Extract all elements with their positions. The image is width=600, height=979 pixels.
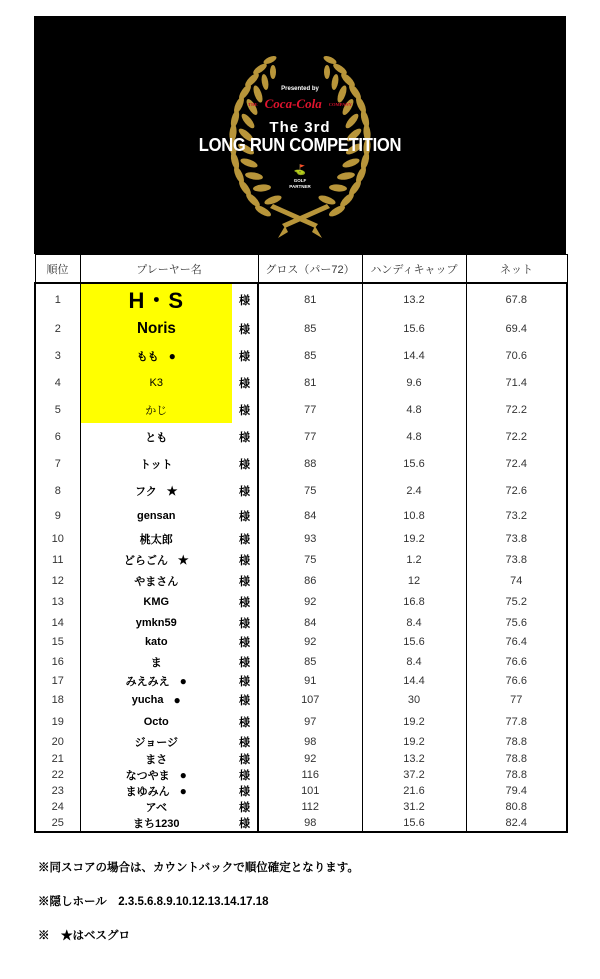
note-best-gross: ※ ★はベスグロ [38, 930, 130, 942]
player-name: どらごん [123, 554, 168, 567]
dot-icon: ● [168, 348, 176, 363]
header-player: プレーヤー名 [80, 255, 258, 284]
rank-cell: 3 [35, 342, 80, 369]
handicap-cell: 12 [362, 570, 466, 591]
net-cell: 78.8 [466, 733, 567, 751]
table-row [35, 733, 567, 751]
gross-cell: 77 [258, 396, 362, 423]
player-name: まち1230 [133, 818, 180, 830]
honorific-cell: 様 [232, 799, 258, 815]
player-name: みえみえ [125, 675, 170, 688]
net-cell: 77.8 [466, 710, 567, 733]
sponsor-logo [170, 95, 430, 113]
rank-cell: 22 [35, 767, 80, 783]
net-cell: 79.4 [466, 783, 567, 799]
net-cell: 70.6 [466, 342, 567, 369]
header-net: ネット [466, 255, 567, 284]
rank-cell: 21 [35, 751, 80, 767]
sponsor-prefix: THE [248, 101, 258, 107]
header-gross: グロス（パー72） [258, 255, 362, 284]
gross-cell: 81 [258, 283, 362, 315]
player-name: kato [144, 636, 168, 648]
player-name: 桃太郎 [139, 533, 173, 546]
player-name: まさ [145, 754, 168, 766]
table-row [35, 613, 567, 632]
rank-cell: 16 [35, 652, 80, 671]
handicap-cell: 15.6 [362, 632, 466, 652]
gross-cell: 92 [258, 632, 362, 652]
handicap-cell: 8.4 [362, 613, 466, 632]
rank-cell: 8 [35, 477, 80, 504]
player-name-cell [80, 528, 232, 549]
player-name-cell [80, 710, 232, 733]
gross-cell: 75 [258, 549, 362, 570]
honorific-cell: 様 [232, 767, 258, 783]
handicap-cell: 15.6 [362, 315, 466, 342]
net-cell: 67.8 [466, 283, 567, 315]
table-row [35, 591, 567, 613]
net-cell: 76.6 [466, 652, 567, 671]
honorific-cell: 様 [232, 815, 258, 832]
net-cell: 75.2 [466, 591, 567, 613]
player-name-cell [80, 549, 232, 570]
handicap-cell: 2.4 [362, 477, 466, 504]
handicap-cell: 15.6 [362, 815, 466, 832]
net-cell: 69.4 [466, 315, 567, 342]
player-name: かじ [145, 404, 168, 417]
handicap-cell: 21.6 [362, 783, 466, 799]
partner-line-1: GOLF [293, 178, 307, 183]
net-cell: 74 [466, 570, 567, 591]
table-row [35, 528, 567, 549]
handicap-cell: 37.2 [362, 767, 466, 783]
handicap-cell: 30 [362, 690, 466, 710]
footnotes [38, 860, 359, 962]
table-row [35, 283, 567, 315]
player-name-cell [80, 815, 232, 832]
gross-cell: 85 [258, 652, 362, 671]
net-cell: 72.6 [466, 477, 567, 504]
presented-by-text: Presented by [281, 86, 319, 92]
note-hidden-holes: ※隠しホール 2.3.5.6.8.9.10.12.13.14.17.18 [38, 896, 269, 908]
honorific-cell: 様 [232, 450, 258, 477]
rank-cell: 23 [35, 783, 80, 799]
rank-cell: 18 [35, 690, 80, 710]
player-name-cell [80, 632, 232, 652]
rank-cell: 14 [35, 613, 80, 632]
gross-cell: 107 [258, 690, 362, 710]
player-name: もも [136, 350, 159, 363]
honorific-cell: 様 [232, 342, 258, 369]
net-cell: 78.8 [466, 751, 567, 767]
gross-cell: 112 [258, 799, 362, 815]
rank-cell: 2 [35, 315, 80, 342]
rank-cell: 25 [35, 815, 80, 832]
net-cell: 72.4 [466, 450, 567, 477]
sponsor-suffix: COMPANY [328, 101, 352, 107]
honorific-cell: 様 [232, 504, 258, 528]
player-name-cell [80, 570, 232, 591]
table-row [35, 815, 567, 832]
table-row [35, 570, 567, 591]
rank-cell: 9 [35, 504, 80, 528]
player-name-cell [80, 799, 232, 815]
handicap-cell: 19.2 [362, 733, 466, 751]
player-name: gensan [136, 510, 176, 522]
player-name-cell [80, 504, 232, 528]
table-row [35, 450, 567, 477]
net-cell: 82.4 [466, 815, 567, 832]
player-name-cell [80, 591, 232, 613]
player-name-cell [80, 283, 232, 315]
gross-cell: 81 [258, 369, 362, 396]
honorific-cell: 様 [232, 315, 258, 342]
table-row [35, 767, 567, 783]
player-name: アベ [145, 802, 168, 814]
player-name-cell [80, 733, 232, 751]
player-name: KMG [143, 596, 170, 608]
dot-icon: ● [179, 784, 187, 798]
rank-cell: 11 [35, 549, 80, 570]
player-name: ま [150, 656, 162, 669]
honorific-cell: 様 [232, 591, 258, 613]
gross-cell: 77 [258, 423, 362, 450]
table-row [35, 652, 567, 671]
table-row [35, 477, 567, 504]
player-name-cell [80, 315, 232, 342]
partner-logo [170, 178, 430, 190]
player-name: K3 [149, 376, 163, 389]
player-name-cell [80, 477, 232, 504]
gross-cell: 92 [258, 751, 362, 767]
gross-cell: 97 [258, 710, 362, 733]
rank-cell: 10 [35, 528, 80, 549]
dot-icon: ● [179, 768, 187, 782]
gross-cell: 75 [258, 477, 362, 504]
gross-cell: 92 [258, 591, 362, 613]
star-icon: ★ [177, 552, 189, 567]
honorific-cell: 様 [232, 632, 258, 652]
note-countback: ※同スコアの場合は、カウントバックで順位確定となります。 [38, 862, 359, 874]
rank-cell: 19 [35, 710, 80, 733]
honorific-cell: 様 [232, 528, 258, 549]
table-row [35, 423, 567, 450]
event-logo [170, 16, 430, 254]
honorific-cell: 様 [232, 369, 258, 396]
player-name-cell [80, 423, 232, 450]
honorific-cell: 様 [232, 652, 258, 671]
handicap-cell: 1.2 [362, 549, 466, 570]
rank-cell: 17 [35, 671, 80, 690]
player-name-cell [80, 671, 232, 690]
honorific-cell: 様 [232, 283, 258, 315]
player-name: トット [139, 458, 173, 471]
table-row [35, 632, 567, 652]
header-rank: 順位 [35, 255, 80, 284]
handicap-cell: 16.8 [362, 591, 466, 613]
player-name: Noris [136, 319, 176, 337]
table-row [35, 342, 567, 369]
handicap-cell: 8.4 [362, 652, 466, 671]
player-name-cell [80, 783, 232, 799]
net-cell: 78.8 [466, 767, 567, 783]
results-table [34, 254, 568, 833]
player-name: Octo [143, 715, 169, 728]
player-name-cell [80, 652, 232, 671]
rank-cell: 5 [35, 396, 80, 423]
player-name-cell [80, 342, 232, 369]
honorific-cell: 様 [232, 783, 258, 799]
honorific-cell: 様 [232, 570, 258, 591]
handicap-cell: 15.6 [362, 450, 466, 477]
handicap-cell: 4.8 [362, 423, 466, 450]
honorific-cell: 様 [232, 423, 258, 450]
gross-cell: 98 [258, 815, 362, 832]
table-row [35, 783, 567, 799]
table-row [35, 690, 567, 710]
net-cell: 77 [466, 690, 567, 710]
player-name-cell [80, 690, 232, 710]
honorific-cell: 様 [232, 710, 258, 733]
rank-cell: 24 [35, 799, 80, 815]
player-name: なつやま [125, 770, 170, 782]
honorific-cell: 様 [232, 671, 258, 690]
gross-cell: 84 [258, 613, 362, 632]
handicap-cell: 19.2 [362, 710, 466, 733]
player-name: ジョージ [134, 737, 179, 749]
gross-cell: 88 [258, 450, 362, 477]
rank-cell: 13 [35, 591, 80, 613]
handicap-cell: 14.4 [362, 671, 466, 690]
net-cell: 72.2 [466, 396, 567, 423]
rank-cell: 12 [35, 570, 80, 591]
gross-cell: 86 [258, 570, 362, 591]
net-cell: 75.6 [466, 613, 567, 632]
honorific-cell: 様 [232, 396, 258, 423]
gross-cell: 85 [258, 342, 362, 369]
rank-cell: 4 [35, 369, 80, 396]
header-handicap: ハンディキャップ [362, 255, 466, 284]
honorific-cell: 様 [232, 733, 258, 751]
gross-cell: 85 [258, 315, 362, 342]
event-banner [34, 16, 566, 254]
handicap-cell: 19.2 [362, 528, 466, 549]
handicap-cell: 10.8 [362, 504, 466, 528]
gross-cell: 84 [258, 504, 362, 528]
player-name-cell [80, 369, 232, 396]
event-edition: The 3rd [269, 119, 331, 136]
honorific-cell: 様 [232, 549, 258, 570]
handicap-cell: 31.2 [362, 799, 466, 815]
player-name-cell [80, 767, 232, 783]
net-cell: 72.2 [466, 423, 567, 450]
event-title: LONG RUN COMPETITION [198, 135, 402, 155]
partner-line-2: PARTNER [289, 184, 311, 189]
rank-cell: 20 [35, 733, 80, 751]
table-row [35, 751, 567, 767]
dot-icon: ● [173, 693, 181, 707]
table-row [35, 710, 567, 733]
sponsor-brand: Coca-Cola [264, 96, 322, 112]
honorific-cell: 様 [232, 477, 258, 504]
gross-cell: 101 [258, 783, 362, 799]
player-name-cell [80, 450, 232, 477]
star-icon: ★ [166, 483, 178, 498]
player-name: フク [135, 485, 157, 498]
handicap-cell: 9.6 [362, 369, 466, 396]
handicap-cell: 13.2 [362, 283, 466, 315]
dot-icon: ● [179, 673, 187, 688]
table-row [35, 549, 567, 570]
handicap-cell: 13.2 [362, 751, 466, 767]
handicap-cell: 14.4 [362, 342, 466, 369]
rank-cell: 7 [35, 450, 80, 477]
gross-cell: 116 [258, 767, 362, 783]
table-row [35, 504, 567, 528]
table-header-row [35, 255, 567, 284]
player-name: yucha [131, 694, 164, 706]
player-name-cell [80, 396, 232, 423]
gross-cell: 93 [258, 528, 362, 549]
net-cell: 76.4 [466, 632, 567, 652]
rank-cell: 15 [35, 632, 80, 652]
player-name: H・S [128, 288, 185, 313]
player-name: ymkn59 [135, 616, 177, 629]
table-row [35, 315, 567, 342]
handicap-cell: 4.8 [362, 396, 466, 423]
gross-cell: 91 [258, 671, 362, 690]
net-cell: 71.4 [466, 369, 567, 396]
net-cell: 80.8 [466, 799, 567, 815]
player-name: やまさん [134, 575, 179, 588]
honorific-cell: 様 [232, 690, 258, 710]
net-cell: 73.8 [466, 549, 567, 570]
golfer-icon: ⛳ [293, 165, 307, 176]
table-row [35, 369, 567, 396]
net-cell: 73.8 [466, 528, 567, 549]
player-name-cell [80, 613, 232, 632]
table-row [35, 396, 567, 423]
honorific-cell: 様 [232, 751, 258, 767]
player-name: まゆみん [125, 786, 170, 798]
honorific-cell: 様 [232, 613, 258, 632]
net-cell: 76.6 [466, 671, 567, 690]
gross-cell: 98 [258, 733, 362, 751]
net-cell: 73.2 [466, 504, 567, 528]
rank-cell: 1 [35, 283, 80, 315]
table-row [35, 799, 567, 815]
player-name-cell [80, 751, 232, 767]
rank-cell: 6 [35, 423, 80, 450]
player-name: とも [145, 431, 168, 444]
table-row [35, 671, 567, 690]
